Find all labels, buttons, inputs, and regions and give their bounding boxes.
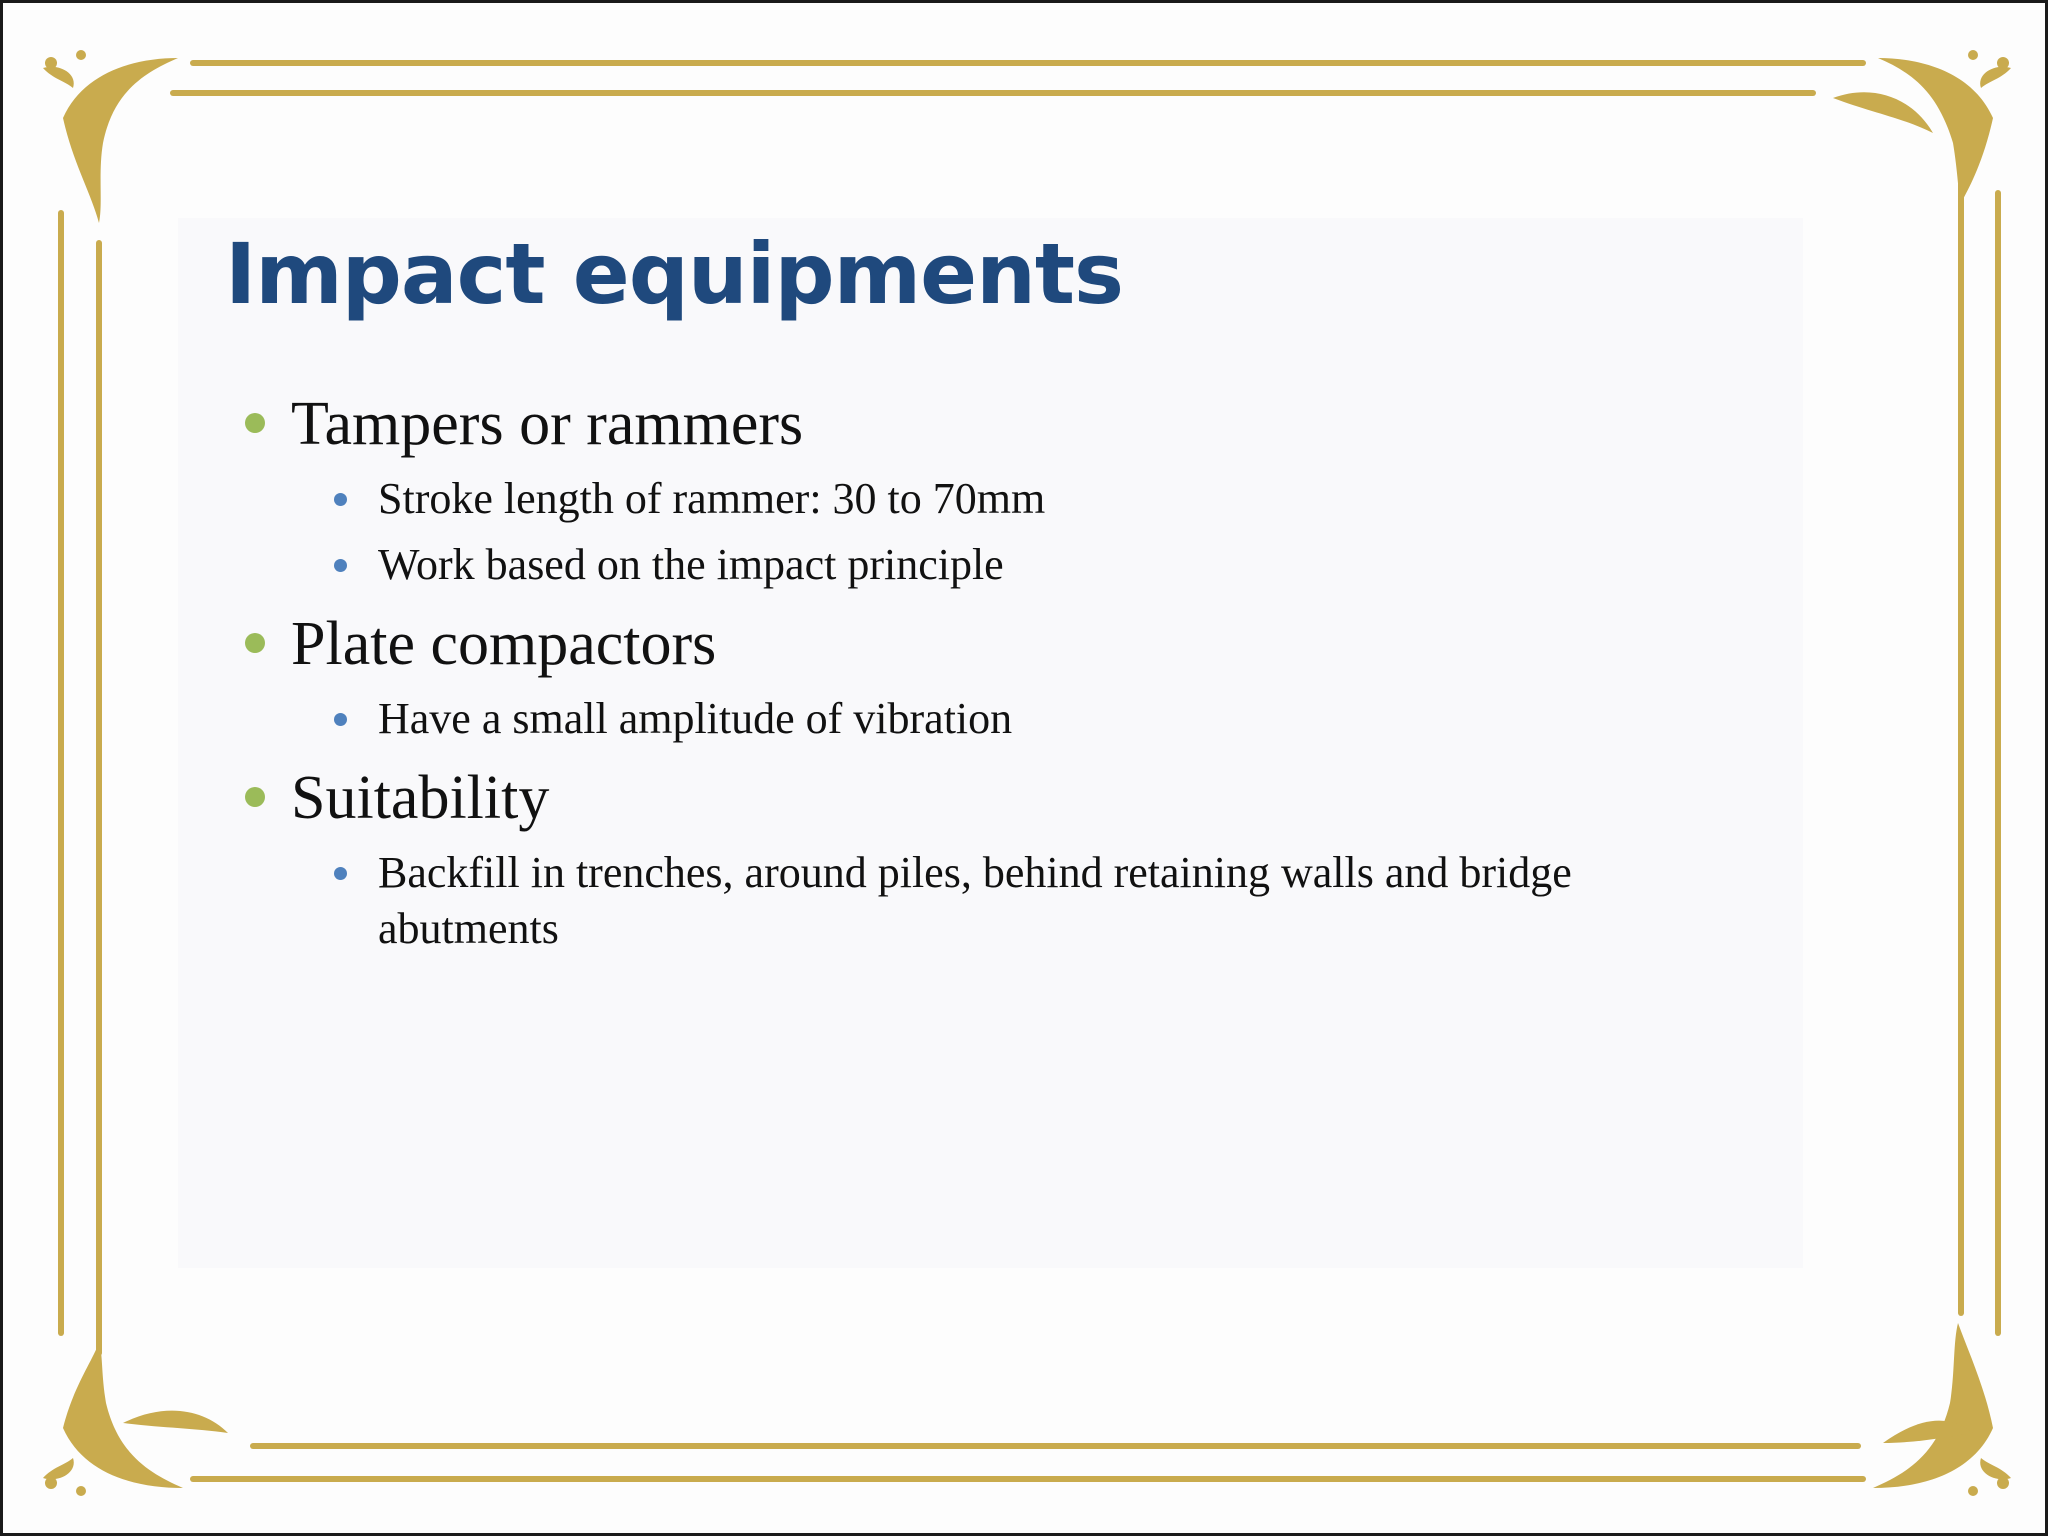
bullet-item	[243, 603, 1643, 685]
bullet-dot-icon	[245, 413, 265, 433]
slide-title: Impact equipments	[225, 225, 1124, 323]
sub-bullet-text: Backfill in trenches, around piles, behind retaining walls and bridge abutments	[378, 848, 1572, 953]
sub-bullet-text: Stroke length of rammer: 30 to 70mm	[378, 474, 1046, 523]
bullet-group-plate-compactors	[243, 603, 1643, 747]
sub-bullet-dot-icon	[334, 559, 347, 572]
bullet-item	[243, 757, 1643, 839]
bullet-group-tampers	[243, 383, 1643, 593]
bullet-text: Tampers or rammers	[291, 390, 804, 458]
bullet-text: Plate compactors	[291, 610, 717, 678]
sub-bullet-item	[378, 691, 1628, 747]
bullet-item	[243, 383, 1643, 465]
sub-bullet-dot-icon	[334, 867, 347, 880]
bullet-dot-icon	[245, 787, 265, 807]
bullet-group-suitability	[243, 757, 1643, 957]
bullet-list	[243, 383, 1643, 967]
sub-bullet-dot-icon	[334, 493, 347, 506]
sub-bullet-text: Work based on the impact principle	[378, 540, 1004, 589]
bullet-text: Suitability	[291, 764, 550, 832]
sub-bullet-text: Have a small amplitude of vibration	[378, 694, 1013, 743]
sub-bullet-item	[378, 845, 1628, 957]
sub-bullet-item	[378, 471, 1628, 527]
bullet-dot-icon	[245, 633, 265, 653]
sub-bullet-item	[378, 537, 1628, 593]
sub-bullet-dot-icon	[334, 713, 347, 726]
